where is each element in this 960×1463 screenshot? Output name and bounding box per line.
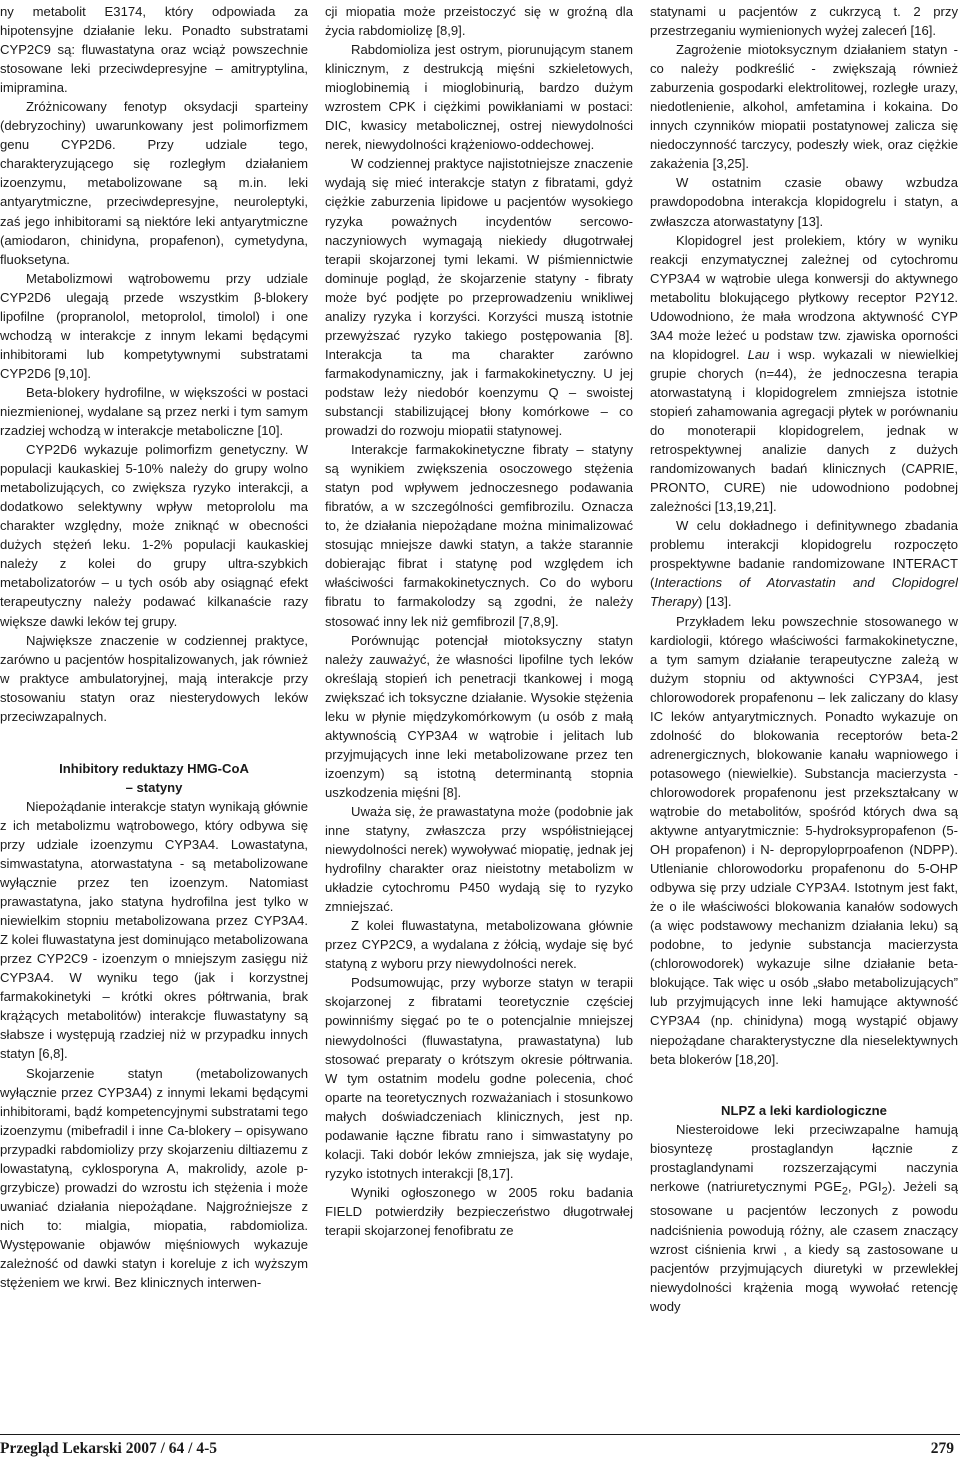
subscript: 2: [841, 1185, 848, 1198]
paragraph: Beta-blokery hydrofilne, w większości w postaci niezmienionej, wydalane są przez nerki i tym samym rzadziej wchodzą w interakcje metaboliczne [10].: [0, 384, 308, 439]
journal-citation: Przegląd Lekarski 2007 / 64 / 4-5: [0, 1440, 217, 1457]
paragraph-text: ) [13].: [698, 594, 732, 610]
page-number: 279: [930, 1440, 954, 1457]
paragraph: Zróżnicowany fenotyp oksydacji sparteiny (debryzochiny) uwarunkowany jest polimorfizmem genu CYP2D6. Przy udziale tego, charakteryzującego się rozległym działaniem izoenzymu, metabolizowane są m.in. leki antyarytmiczne, przeciwdepresyjne, neuroleptyki, zaś jego inhibitorami są niektóre leki antyarytmiczne (amiodaron, chinidyna, propafenon), cymetydyna, fluoksetyna.: [0, 99, 308, 267]
column-right: [650, 0, 958, 1412]
paragraph-text: i wsp. wykazali w niewielkiej grupie chorych (n=44), że jednoczesna terapia atorwastatyną i klopidogrelem zmniejsza istotnie stopień zahamowania agregacji płytek w porównaniu do monoterapii klopidogrelem, jednak w retrospektywnej analizie danych z dużych randomizowanych badań klinicznych (CAPRIE, PRONTO, CURE) nie udowodniono podobnej zależności [13,19,21].: [650, 346, 958, 515]
paragraph: Niepożądanie interakcje statyn wynikają głównie z ich metabolizmu wątrobowego, który odbywa się przy udziale izoenzymu CYP3A4. Lowastatyna, simwastatyna, atorwastatyna - są metabolizowane wyłącznie przez ten izoenzym. Natomiast prawastatyna, jako statyna hydrofilna jest tylko w niewielkim stopniu metabolizowana przez CYP3A4. Z kolei fluwastatyna jest dominująco metabolizowana przez CYP2C9 - izoenzym o mniejszym zasięgu niż CYP3A4. W wyniku tego (jak i korzystnej farmakokinetyki – krótki okres półtrwania, brak krążących metabolitów) interakcje fluwastatyny są słabsze i występują rzadziej niż w przypadku innych statyn [6,8].: [0, 798, 308, 1062]
paragraph: Metabolizmowi wątrobowemu przy udziale CYP2D6 ulegają przede wszystkim β-blokery lipofilne (propranolol, metoprolol, timolol) i one wchodzą w interakcje z innym lekami będącymi inhibitorami lub kompetytywnymi substratami CYP2D6 [9,10].: [0, 270, 308, 381]
footer-rule: [0, 1434, 960, 1435]
subscript: 2: [881, 1185, 888, 1198]
paragraph-text: ). Jeżeli są stosowane u pacjentów leczonych z powodu nadciśnienia powodują różny, ale czasem znaczący wzrost ciśnienia krwi , a kiedy są zastosowane u pacjentów przyjmujących diuretyki w przewlekłej niewydolności krążenia mogą wywołać retencję wody: [650, 1178, 958, 1314]
paragraph: Z kolei fluwastatyna, metabolizowana głównie przez CYP2C9, a wydalana z żółcią, wydaje się być statyną z wyboru przy niewydolności nerek.: [325, 918, 633, 972]
paragraph-text: Klopidogrel jest prolekiem, który w wyniku reakcji enzymatycznej zależnej od cytochromu CYP3A4 w wątrobie ulega konwersji do aktywnego metabolitu blokującego płytkowy receptor P2Y12. Udowodniono, że mała wrodzona aktywność CYP 3A4 może leżeć u podstaw tzw. zjawiska oporności na klopidogrel.: [650, 232, 958, 362]
paragraph: Wyniki ogłoszonego w 2005 roku badania FIELD potwierdziły bezpieczeństwo długotrwałej terapii skojarzonej fenofibratu ze: [325, 1184, 633, 1238]
paragraph: Największe znaczenie w codziennej praktyce, zarówno u pacjentów hospitalizowanych, jak również w praktyce ambulatoryjnej, mają interakcje przy stosowaniu statyn oraz niesterydowych leków przeciwzapalnych.: [0, 632, 308, 724]
paragraph: [650, 1120, 958, 1316]
paragraph: cji miopatia może przeistoczyć się w groźną dla życia rabdomiolizę [8,9].: [325, 4, 633, 39]
section-heading-line2: – statyny: [125, 779, 183, 795]
paragraph: W codziennej praktyce najistotniejsze znaczenie wydają się mieć interakcje statyn z fibratami, gdyż ciężkie zaburzenia lipidowe u pacjentów wysokiego ryzyka poważnych incydentów sercowo-naczyniowych wymagają niekiedy długotrwałej terapii skojarzonej tymi lekami. W piśmiennictwie dominuje pogląd, że skojarzenie statyny - fibraty może być podjęte po przeprowadzeniu wnikliwej analizy ryzyka i korzyści. Korzyści muszą istotnie przewyższać ryzyko takiego postępowania [8]. Interakcja ta ma charakter zarówno farmakodynamiczny, jak i farmakokinetyczny. U jej podstaw leży niedobór koenzymu Q – swoistej substancji stabilizującej błony komórkowe – co prowadzi do rozwoju miopatii statynowej.: [325, 156, 633, 439]
paragraph: [650, 231, 958, 517]
paragraph: Skojarzenie statyn (metabolizowanych wyłącznie przez CYP3A4) z innymi lekami będącymi inhibitorami, bądź kompetencyjnymi substratami tego izoenzymu (mibefradil i inne Ca-blokery – opisywano przypadki rabdomiolizy przy skojarzeniu diltiazemu z lowastatyną, cyklosporyna A, makrolidy, azole p-grzybicze) prowadzi do wzrostu ich stężenia i może uwaniać działania niepożądane. Najgroźniejsze z nich to: mialgia, miopatia, rabdomioliza. Występowanie objawów mięśniowych wykazuje zależność od dawki statyn i koreluje z ich wyższym stężeniem we krwi. Bez klinicznych interwen-: [0, 1065, 308, 1291]
section-heading: Inhibitory reduktazy HMG-CoA: [59, 760, 249, 776]
paragraph: CYP2D6 wykazuje polimorfizm genetyczny. W populacji kaukaskiej 5-10% należy do grupy wolno metabolizujących, co zwiększa ryzyko interakcji, a dodatkowo selektywny wpływ metoprololu ma charakter względny, może zniknąć w obecności dużych stężeń leku. 1-2% populacji kaukaskiej należy z kolei do grupy ultra-szybkich metabolizatorów – u tych osób aby osiągnąć efekt terapeutyczny należy podawać kilkanaście razy większe dawki leków tej grupy.: [0, 442, 308, 629]
section-heading: NLPZ a leki kardiologiczne: [721, 1102, 887, 1118]
paragraph-text: W celu dokładnego i definitywnego zbadania problemu interakcji klopidogrelu rozpoczęto prospektywne badanie randomizowane INTERACT (: [650, 518, 958, 591]
paragraph: Zagrożenie miotoksycznym działaniem statyn - co należy podkreślić - zwiększają również zaburzenia gospodarki elektrolitowej, rozległe urazy, niedotlenienie, alkohol, amfetamina i kokaina. Do innych czynników miopatii postatynowej zalicza się niedoczynność tarczycy, podeszły wiek, oraz ciężkie zakażenia [3,25].: [650, 42, 958, 172]
paragraph: statynami u pacjentów z cukrzycą t. 2 przy przestrzeganiu wymienionych wyżej zaleceń [16].: [650, 4, 958, 39]
paragraph: ny metabolit E3174, który odpowiada za hipotensyjne działanie leku. Ponadto substratami CYP2C9 są: fluwastatyna oraz wciąż powszechnie stosowane leki przeciwdepresyjne – amitryptylina, imipramina.: [0, 4, 308, 96]
trial-name: Interactions of Atorvastatin and Clopidogrel Therapy: [650, 575, 958, 610]
paragraph: Przykładem leku powszechnie stosowanego w kardiologii, którego właściwości farmakokinetyczne, a tym samym działanie terapeutyczne zależą w dużym stopniu od aktywności CYP3A4, jest chlorowodorek propafenonu – lek zaliczany do klasy IC leków antyarytmicznych. Ponadto wykazuje on zdolność do blokowania receptorów beta-2 adrenergicznych, blokowanie kanału wapniowego i potasowego (niewielkie). Substancja macierzysta - chlorowodorek propafenonu jest przekształcany w wątrobie do metabolitów, spośród których dwa są aktywne antyarytmicznie: 5-hydroksypropafenon (5-OH propafenon) i N- depropyloprpoafenon (NDPP). Utlenianie chlorowodorku propafenonu do 5-OHP odbywa się przy udziale CYP3A4. Istotnym jest fakt, że o ile właściwości blokowania kanałów sodowych (a więc podstawowy mechanizm działania leku) są podobne, to jedynie substancja macierzysta (chlorowodorek) wykazuje silne działanie beta-blokujące. Tak więc u osób „słabo metabolizujących” lub przyjmujących inne leki hamujące aktywność CYP3A4 (np. chinidyna) mogą wystąpić objawy niepożądane charakterystyczne dla nieselektywnych beta blokerów [18,20].: [650, 613, 958, 1067]
paragraph: W ostatnim czasie obawy wzbudza prawdopodobna interakcja klopidogrelu i statyn, a zwłaszcza atorwastatyny [13].: [650, 175, 958, 229]
paragraph: Porównując potencjał miotoksyczny statyn należy zauważyć, że własności lipofilne tych leków określają stopień ich penetracji tkankowej i mogą zwiększać ich toksyczne działanie. Wysokie stężenia leku w płynie międzykomórkowym (u osób z małą aktywnością CYP3A4 w wątrobie i jelitach lub przyjmujących inne leki metabolizowane przez ten izoenzym) są istotną determinantą stopnia uszkodzenia mięśni [8].: [325, 632, 633, 800]
paragraph: [650, 516, 958, 611]
column-left: [0, 0, 308, 1412]
paragraph: Podsumowując, przy wyborze statyn w terapii skojarzonej z fibratami teoretycznie częściej powinniśmy sięgać po te o potencjalnie mniejszej niewydolności (fluwastatyna, prawastatyna) lub stosować preparaty o krótszym okresie półtrwania. W tym ostatnim modelu godne polecenia, choć oparte na teoretycznych rozważaniach i stosunkowo małych doświadczeniach klinicznych, jest np. podawanie łączne fibratu rano i simwastatyny po kolacji. Taki dobór leków zmniejsza, jak się wydaje, ryzyko istotnych interakcji [8,17].: [325, 975, 633, 1181]
paragraph: Interakcje farmakokinetyczne fibraty – statyny są wynikiem zwiększenia osoczowego stężenia statyn pod wpływem jednoczesnego podawania fibratów, a w szczególności gemfibrozilu. Oznacza to, że działania niepożądane można minimalizować stosując mniejsze dawki statyn, a także starannie dobierając fibrat i statynę pod względem ich właściwości farmakokinetycznych. Co do wyboru fibratu to farmakolodzy są zgodni, że należy stosować inny lek niż gemfibrozil [7,8,9].: [325, 442, 633, 629]
paragraph-text: , PGI: [847, 1178, 882, 1194]
author-name: Lau: [747, 346, 770, 362]
paragraph: Rabdomioliza jest ostrym, piorunującym stanem klinicznym, z destrukcją mięśni szkieletowych, mioglobinemią i mioglobinurią, bardzo dużym wzrostem CPK i ciężkimi powikłaniami w postaci: DIC, kwasicy metabolicznej, ostrej niewydolności nerek, niewydolności krążeniowo-oddechowej.: [325, 42, 633, 153]
paragraph: Uważa się, że prawastatyna może (podobnie jak inne statyny, zwłaszcza przy współistniejącej niewydolności nerek) wywoływać miopatię, jednak jej hydrofilny charakter oraz nieistotny metabolizm w układzie cytochromu P450 wydają się to ryzyko zmniejszać.: [325, 803, 633, 915]
column-middle: [325, 0, 633, 1412]
paragraph-text: Niesteroidowe leki przeciwzapalne hamują biosyntezę prostaglandyn łącznie z prostaglandynami rozszerzającymi naczynia nerkowe (natriuretycznymi PGE: [650, 1121, 958, 1194]
